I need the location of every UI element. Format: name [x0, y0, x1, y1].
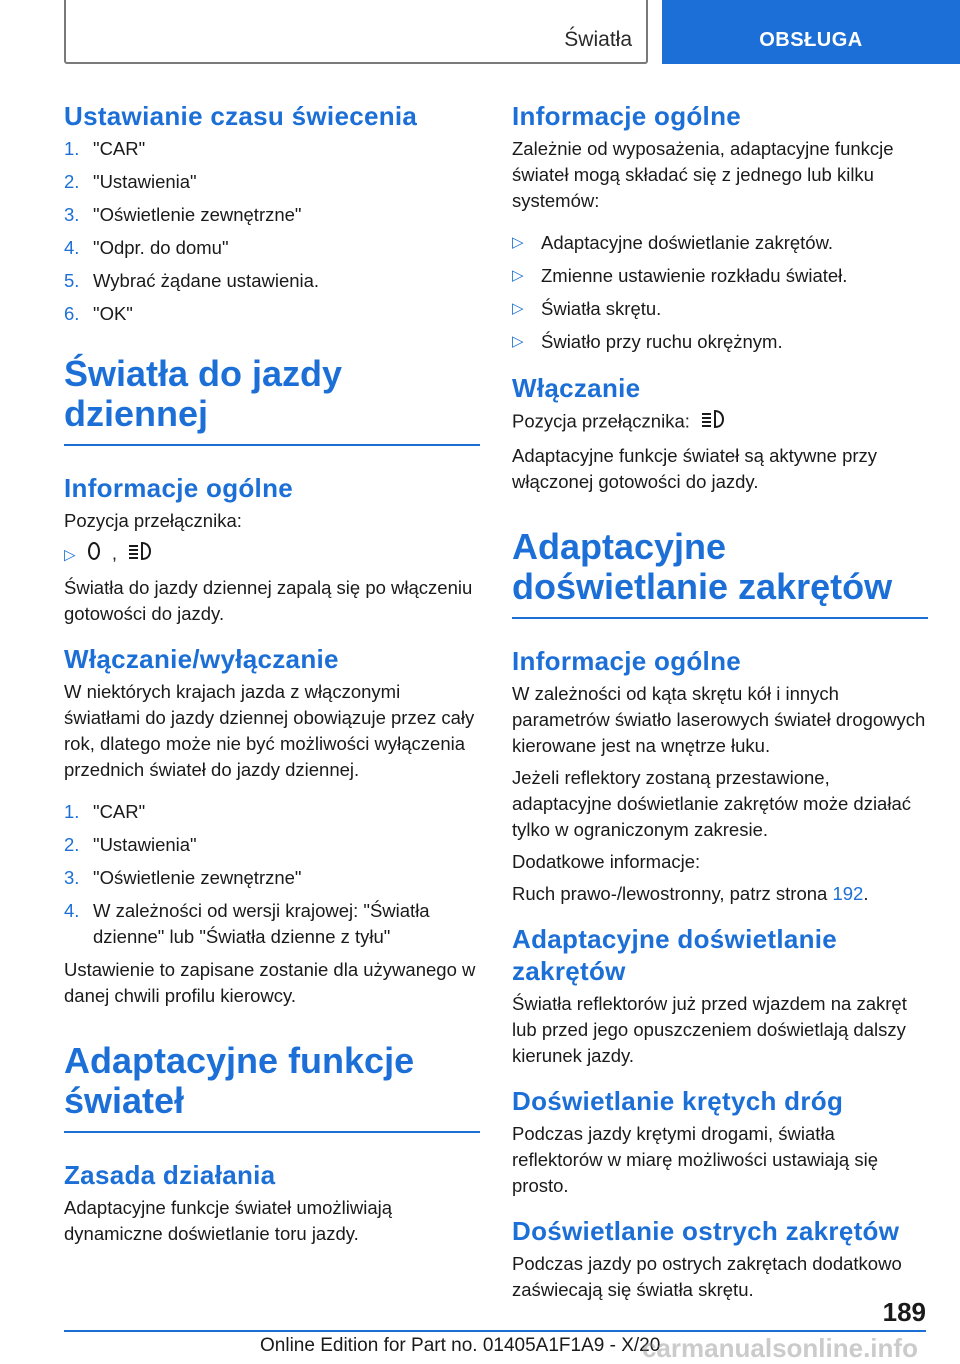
list-item: 3. "Oświetlenie zewnętrzne" — [64, 204, 302, 225]
list-item: ▷ Adaptacyjne doświetlanie zakrętów. — [512, 230, 928, 256]
curve-info-text: W zależności od kąta skrętu kół i innych parametrów światło laserowych świateł drogowych kierowane jest na wnętrze łuku. — [512, 683, 926, 756]
switch-position-row — [512, 408, 928, 437]
heading-principle: Zasada działania — [64, 1160, 276, 1190]
list-item: 4. W zależności od wersji krajowej: "Światła dzienne" lub "Światła dzienne z tyłu" — [64, 900, 430, 947]
heading-adaptive-curve-lights: Adaptacyjne doświetlanie zakrętów — [512, 527, 928, 619]
page-number: 189 — [882, 1297, 926, 1327]
heading-daytime-lights: Światła do jazdy dziennej — [64, 354, 480, 446]
bullet-triangle-icon: ▷ — [512, 333, 524, 350]
page-link[interactable]: 192 — [832, 883, 864, 904]
heading-general-info: Informacje ogólne — [512, 101, 742, 131]
footer-divider — [64, 1330, 926, 1332]
heading-on-off: Włączanie/wyłączanie — [64, 644, 339, 674]
steps-lighting-time — [64, 136, 480, 327]
auto-light-icon — [699, 408, 725, 437]
more-info-label: Dodatkowe informacje: — [512, 851, 701, 872]
page-reference — [512, 881, 928, 907]
list-item: ▷ Światła skrętu. — [512, 296, 928, 322]
edition-text: Online Edition for Part no. 01405A1F1A9 - X/20 — [260, 1335, 661, 1356]
bullet-triangle-icon: ▷ — [512, 234, 524, 251]
profile-saved-text: Ustawienie to zapisane zostanie dla używanego w danej chwili profilu kierowcy. — [64, 959, 476, 1006]
list-item: 1. "CAR" — [64, 138, 146, 159]
bullet-triangle-icon: ▷ — [64, 546, 76, 564]
list-item: 5. Wybrać żądane ustawienia. — [64, 270, 320, 291]
icon-separator: , — [111, 542, 117, 564]
heading-switch-on: Włączanie — [512, 373, 641, 403]
list-item: 6. "OK" — [64, 303, 133, 324]
header-section-box — [64, 0, 648, 64]
list-item: 2. "Ustawienia" — [64, 171, 197, 192]
left-column — [64, 100, 480, 1253]
heading-sharp-curves: Doświetlanie ostrych zakrętów — [512, 1216, 900, 1246]
switch-on-text: Adaptacyjne funkcje świateł są aktywne przy włączonej gotowości do jazdy. — [512, 445, 878, 492]
heading-general-info: Informacje ogólne — [64, 473, 294, 503]
auto-light-icon — [126, 540, 152, 569]
winding-roads-text: Podczas jazdy krętymi drogami, światła reflektorów w miarę możliwości ustawiają się prosto. — [512, 1123, 878, 1196]
list-item: 2. "Ustawienia" — [64, 834, 197, 855]
bullet-triangle-icon: ▷ — [512, 300, 524, 317]
heading-adaptive-functions: Adaptacyjne funkcje świateł — [64, 1041, 480, 1133]
chapter-tab-label: OBSŁUGA — [759, 29, 863, 51]
list-item: 4. "Odpr. do domu" — [64, 237, 229, 258]
info-text: Zależnie od wyposażenia, adaptacyjne funkcje świateł mogą składać się z jednego lub kilku systemów: — [512, 138, 894, 211]
systems-list — [512, 230, 928, 355]
list-item: ▷ Zmienne ustawienie rozkładu świateł. — [512, 263, 928, 289]
list-item: 3. "Oświetlenie zewnętrzne" — [64, 867, 302, 888]
daytime-info-text: Światła do jazdy dziennej zapalą się po włączeniu gotowości do jazdy. — [64, 577, 473, 624]
switch-positions-row — [64, 540, 480, 569]
list-item: ▷ Światło przy ruchu okrężnym. — [512, 329, 928, 355]
watermark: carmanualsonline.info — [642, 1333, 918, 1363]
steps-daytime — [64, 799, 480, 950]
section-title: Światła — [564, 28, 632, 51]
sharp-curves-text: Podczas jazdy po ostrych zakrętach dodatkowo zaświecają się światła skrętu. — [512, 1253, 902, 1300]
bullet-triangle-icon: ▷ — [512, 267, 524, 284]
chapter-tab[interactable] — [662, 0, 960, 64]
switch-position-label: Pozycja przełącznika: — [64, 510, 242, 531]
reference-text: Ruch prawo-/lewostronny, patrz strona — [512, 883, 828, 904]
adaptive-curve-text: Światła reflektorów już przed wjazdem na zakręt lub przed jego opuszczeniem doświetlają dalszy kierunek jazdy. — [512, 993, 907, 1066]
heading-lighting-time: Ustawianie czasu świecenia — [64, 101, 418, 131]
switch-position-label: Pozycja przełącznika: — [512, 410, 690, 432]
heading-general-info: Informacje ogólne — [512, 646, 742, 676]
reference-dot: . — [863, 883, 869, 904]
right-column — [512, 100, 928, 1309]
switch-off-icon — [85, 540, 103, 569]
heading-winding-roads: Doświetlanie krętych dróg — [512, 1086, 844, 1116]
principle-text: Adaptacyjne funkcje świateł umożliwiają dynamiczne doświetlanie toru jazdy. — [64, 1197, 393, 1244]
on-off-text: W niektórych krajach jazda z włączonymi światłami do jazdy dziennej obowiązuje przez cały rok, dlatego może nie być możliwości wyłączenia przednich świateł do jazdy dziennej. — [64, 681, 475, 780]
heading-adaptive-curve: Adaptacyjne doświetlanie zakrętów — [512, 924, 838, 986]
list-item: 1. "CAR" — [64, 801, 146, 822]
curve-info-text-2: Jeżeli reflektory zostaną przestawione, adaptacyjne doświetlanie zakrętów może działać tylko w ograniczonym zakresie. — [512, 767, 911, 840]
